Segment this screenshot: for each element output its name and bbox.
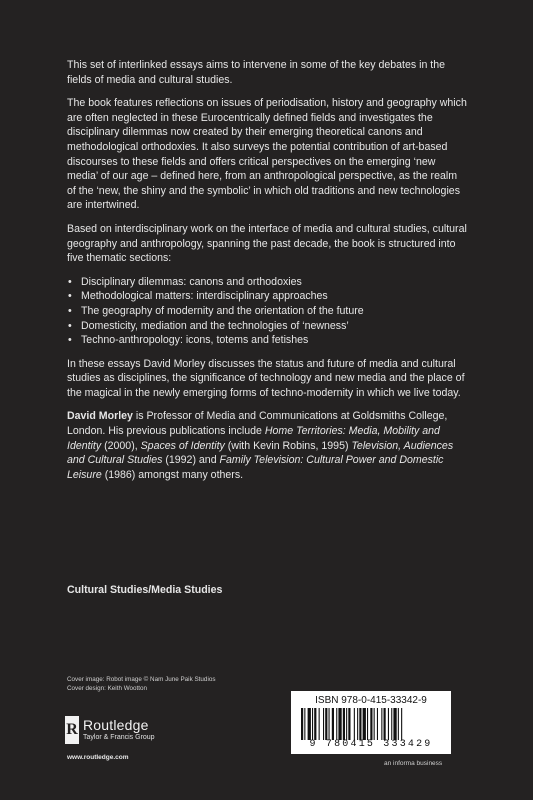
bio-text: is Professor of Media and Communications at Goldsmiths College, London. His previous publications include bbox=[67, 410, 448, 438]
cover-design-credit: Cover design: Keith Wootton bbox=[67, 684, 148, 692]
blurb-paragraph-2: The book features reflections on issues of periodisation, history and geography which are often neglected in these Eurocentrically defined fields and investigates the disciplinary dilemmas now created by their emerging theoretical canons and methodological orthodoxies. It also surveys the potential contribution of art-based discourses to these fields and offers critical perspectives on the emerging ‘new media’ of our age – defined here, from an anthropological perspective, as the realm of the ‘new, the shiny and the symbolic’ in which old traditions and new technologies are intertwined. bbox=[67, 97, 467, 212]
book-title: Family Television: Cultural Power and Domestic Leisure bbox=[67, 454, 444, 481]
bio-text: (2000), bbox=[101, 439, 141, 452]
blurb-paragraph-1: This set of interlinked essays aims to intervene in some of the key debates in the fields of media and cultural studies. bbox=[67, 59, 446, 86]
subject-category: Cultural Studies/Media Studies bbox=[67, 584, 223, 596]
blurb-paragraph-4: In these essays David Morley discusses the status and future of media and cultural studies as disciplines, the significance of technology and new media and the place of the magical in the newly emerging forms of techno-modernity in which we live today. bbox=[67, 357, 465, 399]
cover-credits bbox=[67, 676, 216, 693]
barcode bbox=[291, 691, 451, 754]
bio-text: (1986) amongst many others. bbox=[101, 468, 244, 481]
barcode-number: 9 780415 333429 bbox=[309, 739, 433, 750]
list-item: • Disciplinary dilemmas: canons and orthodoxies bbox=[67, 275, 467, 290]
isbn-number: ISBN 978-0-415-33342-9 bbox=[315, 695, 427, 706]
thematic-sections-list bbox=[67, 275, 467, 348]
back-cover-text bbox=[67, 58, 467, 491]
list-item: • Domesticity, mediation and the technologies of ‘newness’ bbox=[67, 319, 467, 334]
list-item: • Methodological matters: interdisciplinary approaches bbox=[67, 289, 467, 304]
publisher-logo bbox=[65, 716, 155, 744]
bio-text: (with Kevin Robins, 1995) bbox=[224, 439, 352, 452]
list-item: • The geography of modernity and the orientation of the future bbox=[67, 304, 467, 319]
barcode-bars-icon bbox=[299, 708, 443, 740]
bio-text: (1992) and bbox=[162, 454, 220, 467]
book-title: Home Territories: Media, Mobility and Identity bbox=[67, 425, 440, 452]
book-title: Television, Audiences and Cultural Studies bbox=[67, 439, 454, 467]
author-bio bbox=[67, 409, 467, 482]
informa-tagline: an informa business bbox=[384, 760, 443, 767]
author-name: David Morley bbox=[67, 410, 133, 423]
cover-image-credit: Cover image: Robot image © Nam June Paik Studios bbox=[67, 676, 216, 683]
publisher-website: www.routledge.com bbox=[67, 754, 129, 761]
list-item: • Techno-anthropology: icons, totems and fetishes bbox=[67, 333, 467, 348]
publisher-name: Routledge bbox=[83, 717, 149, 733]
routledge-logo-icon: R bbox=[65, 716, 79, 744]
publisher-group: Taylor & Francis Group bbox=[83, 734, 155, 741]
blurb-paragraph-3: Based on interdisciplinary work on the interface of media and cultural studies, cultural geography and anthropology, spanning the past decade, the book is structured into five thematic sections: bbox=[67, 222, 467, 265]
book-title: Spaces of Identity bbox=[140, 439, 225, 452]
